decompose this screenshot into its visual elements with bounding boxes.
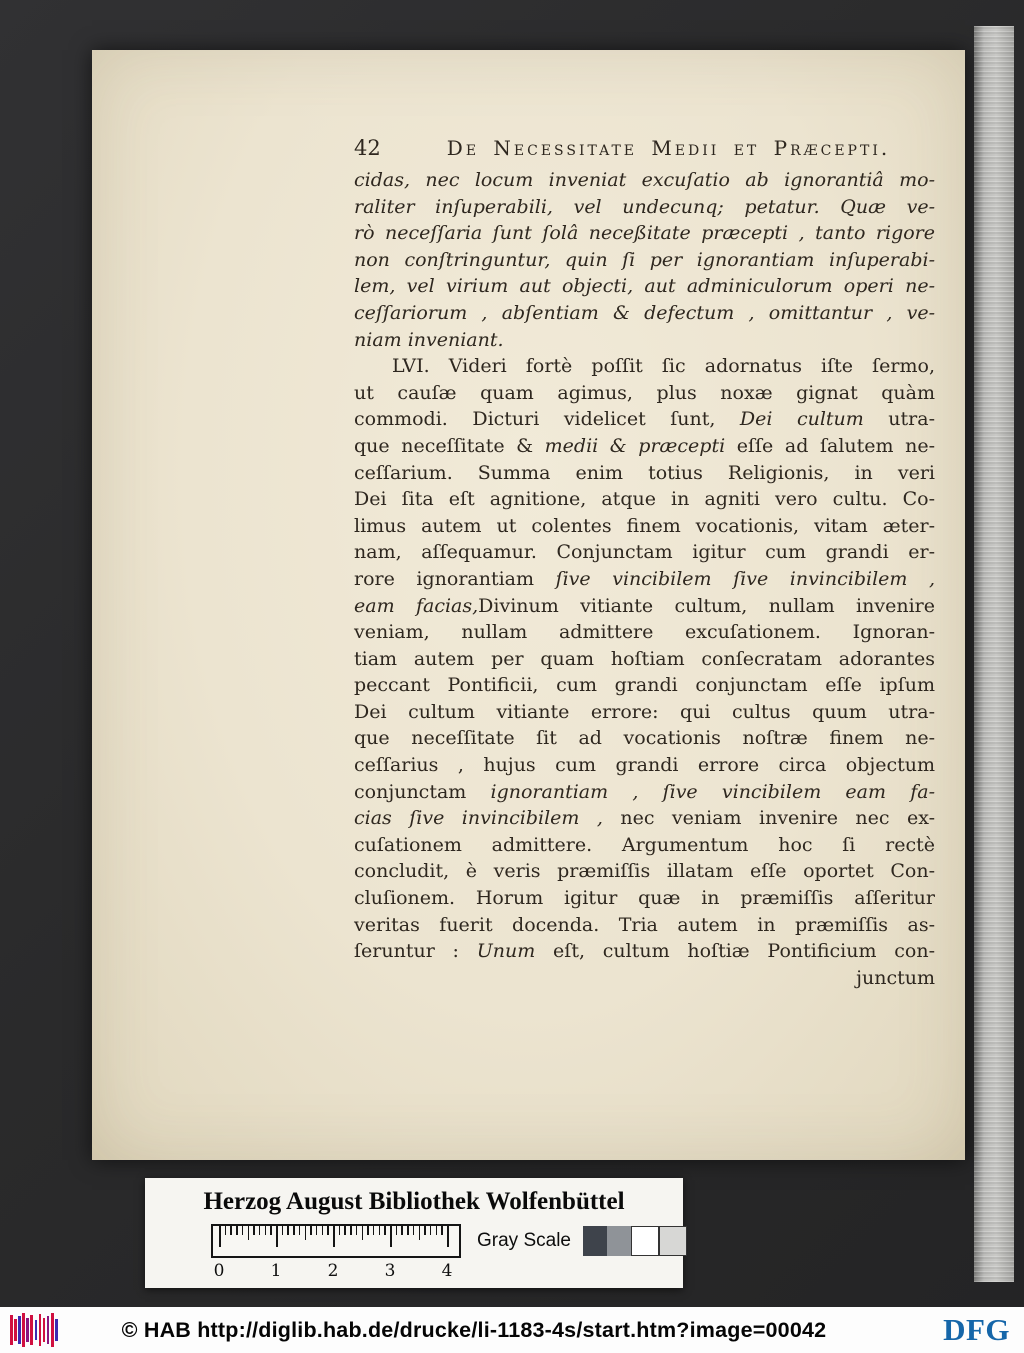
ruler-tick — [310, 1226, 312, 1235]
text-segment: nec veniam invenire nec ex- — [602, 807, 935, 830]
text-segment: que neceſſitate & — [354, 434, 545, 457]
text-segment: commodi. Dicturi videlicet ſunt, — [354, 408, 740, 431]
ruler-tick — [265, 1226, 267, 1235]
grayscale-patch — [583, 1226, 607, 1256]
text-line — [354, 539, 935, 566]
text-segment: ut cauſæ quam agimus, plus noxæ gignat quàm — [354, 381, 935, 404]
text-segment: eam facias, — [354, 594, 479, 617]
text-segment: que neceſſitate ſit ad vocationis noſtræ finem ne- — [354, 727, 935, 750]
text-segment: ceſſarius , hujus cum grandi errore circa objectum — [354, 754, 935, 777]
footer-bar — [0, 1307, 1024, 1353]
ruler-tick — [436, 1226, 438, 1235]
hab-logo-bar — [22, 1313, 25, 1347]
ruler-number: 0 — [213, 1261, 225, 1281]
book-fore-edge — [974, 26, 1014, 1282]
hab-logo-bar — [43, 1318, 46, 1342]
ruler-tick — [362, 1226, 364, 1240]
ruler-tick — [350, 1226, 352, 1235]
text-segment: tiam autem per quam hoſtiam conſecratam adorantes — [354, 647, 935, 670]
ruler-tick — [430, 1226, 432, 1235]
text-segment: eſt, cultum hoſtiæ Pontificium con- — [535, 940, 935, 963]
text-line — [354, 646, 935, 673]
text-line — [354, 273, 935, 300]
text-segment: medii & præcepti — [544, 434, 726, 457]
ruler-tick — [356, 1226, 358, 1235]
text-line — [354, 300, 935, 327]
text-segment: Divinum vitiante cultum, nullam invenire — [478, 594, 935, 617]
text-segment: ceſſarium. Summa enim totius Religionis, in veri — [354, 461, 935, 484]
text-segment: ſive vincibilem ſive invincibilem , — [555, 567, 935, 590]
hab-logo-bar — [30, 1315, 33, 1345]
hab-logo-bar — [14, 1319, 17, 1341]
text-segment: nam, aſſequamur. Conjunctam igitur cum grandi er- — [354, 541, 935, 564]
text-line — [354, 858, 935, 885]
ruler-tick — [367, 1226, 369, 1235]
text-segment: peccant Pontificii, cum grandi conjunctam eſſe ipſum — [354, 674, 935, 697]
ruler-tick — [373, 1226, 375, 1235]
ruler-tick — [293, 1226, 295, 1235]
text-line — [354, 832, 935, 859]
text-line — [354, 566, 935, 593]
text-line — [354, 247, 935, 274]
text-segment: niam inveniant. — [354, 328, 504, 351]
ruler-tick — [230, 1226, 232, 1235]
text-line — [354, 194, 935, 221]
text-segment: junctum — [856, 966, 935, 989]
hab-logo-bar — [18, 1316, 21, 1344]
ruler-tick — [333, 1226, 335, 1247]
text-segment: Unum — [476, 940, 536, 963]
ruler-tick — [322, 1226, 324, 1235]
text-line — [354, 965, 935, 992]
ruler-number: 1 — [270, 1261, 282, 1281]
ruler-tick — [327, 1226, 329, 1235]
text-line — [354, 912, 935, 939]
running-title: De Necessitate Medii et Præcepti. — [446, 136, 891, 160]
ruler-tick — [390, 1226, 392, 1247]
text-segment: veritas fuerit docenda. Tria autem in præmiſſis as- — [354, 913, 935, 936]
text-line — [354, 779, 935, 806]
ruler-tick — [270, 1226, 272, 1235]
text-line — [354, 406, 935, 433]
hab-logo-bar — [39, 1314, 42, 1346]
text-segment: Dei cultum — [739, 408, 864, 431]
text-line — [354, 380, 935, 407]
ruler-tick — [419, 1226, 421, 1240]
text-segment: eſſe ad ſalutem ne- — [725, 434, 936, 457]
ruler-tick — [384, 1226, 386, 1235]
calibration-row — [211, 1224, 683, 1283]
ruler-numbers — [211, 1261, 461, 1283]
ruler-tick — [219, 1226, 221, 1247]
text-line — [354, 220, 935, 247]
text-segment: LVI. Videri fortè poſſit ſic adornatus iſte ſermo, — [392, 355, 935, 378]
ruler-tick — [225, 1226, 227, 1235]
text-line — [354, 619, 935, 646]
ruler-number: 2 — [327, 1261, 339, 1281]
text-segment: rore ignorantiam — [354, 567, 556, 590]
ruler-tick — [407, 1226, 409, 1235]
ruler-tick — [236, 1226, 238, 1235]
text-line — [354, 752, 935, 779]
ruler-tick — [424, 1226, 426, 1235]
page-header — [354, 136, 935, 160]
text-segment: Dei ſita eſt agnitione, atque in agniti vero cultu. Co- — [354, 488, 935, 511]
text-line — [354, 885, 935, 912]
text-block — [354, 167, 935, 991]
text-line — [354, 460, 935, 487]
ruler — [211, 1224, 461, 1283]
hab-logo-bar — [10, 1315, 13, 1345]
ruler-tick — [253, 1226, 255, 1235]
text-line — [354, 433, 935, 460]
text-segment: utra- — [863, 408, 935, 431]
text-segment: Dei cultum vitiante errore: qui cultus quum utra- — [354, 700, 935, 723]
ruler-tick — [287, 1226, 289, 1235]
ruler-tick — [282, 1226, 284, 1235]
text-line — [354, 699, 935, 726]
ruler-tick — [396, 1226, 398, 1235]
text-segment: rò neceſſaria ſunt ſolâ neceßitate præcepti , tanto rigore — [354, 222, 935, 245]
copyright-url: © HAB http://diglib.hab.de/drucke/li-1183-4s/start.htm?image=00042 — [121, 1317, 827, 1342]
page-text-area — [92, 50, 965, 991]
text-line — [354, 167, 935, 194]
ruler-tick — [299, 1226, 301, 1235]
text-segment: limus autem ut colentes finem vocationis, vitam æter- — [354, 514, 935, 537]
text-segment: lem, vel virium aut objecti, aut adminiculorum operi ne- — [354, 275, 935, 298]
ruler-tick — [242, 1226, 244, 1235]
grayscale-label: Gray Scale — [477, 1230, 571, 1251]
text-line — [354, 725, 935, 752]
text-segment: conjunctam — [354, 780, 491, 803]
grayscale-patch — [659, 1226, 687, 1256]
text-line — [354, 672, 935, 699]
text-segment: cluſionem. Horum igitur quæ in præmiſſis aſſeritur — [354, 887, 935, 910]
ruler-tick — [441, 1226, 443, 1235]
text-segment: cias ſive invincibilem , — [354, 807, 603, 830]
hab-logo-bar — [35, 1320, 38, 1340]
ruler-tick — [447, 1226, 449, 1247]
ruler-tick — [316, 1226, 318, 1235]
text-segment: ſeruntur : — [354, 940, 477, 963]
library-name: Herzog August Bibliothek Wolfenbüttel — [203, 1188, 625, 1215]
ruler-tick — [401, 1226, 403, 1235]
page-number: 42 — [354, 136, 381, 160]
hab-logo-bar — [51, 1313, 54, 1347]
hab-logo-icon — [10, 1310, 58, 1350]
ruler-number: 3 — [384, 1261, 396, 1281]
hab-logo-bar — [55, 1319, 58, 1341]
text-line — [354, 486, 935, 513]
ruler-number: 4 — [441, 1261, 453, 1281]
text-line — [354, 513, 935, 540]
ruler-tick — [248, 1226, 250, 1240]
calibration-label — [145, 1178, 683, 1288]
ruler-tick — [339, 1226, 341, 1235]
text-segment: veniam, nullam admittere excuſationem. Ignoran- — [354, 621, 935, 644]
text-segment: raliter inſuperabili, vel undecunq; petatur. Quæ ve- — [354, 195, 935, 218]
ruler-tick — [379, 1226, 381, 1235]
scanned-page — [92, 50, 965, 1160]
ruler-ticks — [211, 1224, 461, 1258]
text-segment: ignorantiam , ſive vincibilem eam fa- — [490, 780, 936, 803]
ruler-tick — [413, 1226, 415, 1235]
hab-logo-bar — [47, 1316, 50, 1344]
text-segment: cidas, nec locum inveniat excuſatio ab ignorantiâ mo- — [354, 169, 935, 191]
text-segment: cuſationem admittere. Argumentum hoc ſi rectè — [354, 833, 935, 856]
text-line — [354, 327, 935, 354]
text-line — [354, 938, 935, 965]
grayscale-patch — [607, 1226, 631, 1256]
text-line — [354, 805, 935, 832]
dfg-logo: DFG — [943, 1312, 1010, 1347]
text-segment: ceſſariorum , abſentiam & defectum , omittantur , ve- — [354, 301, 935, 324]
ruler-tick — [276, 1226, 278, 1247]
ruler-tick — [305, 1226, 307, 1240]
text-segment: non conſtringuntur, quin ſi per ignorantiam inſuperabi- — [354, 248, 935, 271]
grayscale-patches — [583, 1226, 687, 1256]
ruler-tick — [344, 1226, 346, 1235]
text-segment: concludit, è veris præmiſſis illatam eſſe oportet Con- — [354, 860, 935, 883]
text-line — [354, 353, 935, 380]
hab-logo-bar — [26, 1318, 29, 1342]
text-line — [354, 593, 935, 620]
ruler-tick — [259, 1226, 261, 1235]
grayscale-patch — [631, 1226, 659, 1256]
